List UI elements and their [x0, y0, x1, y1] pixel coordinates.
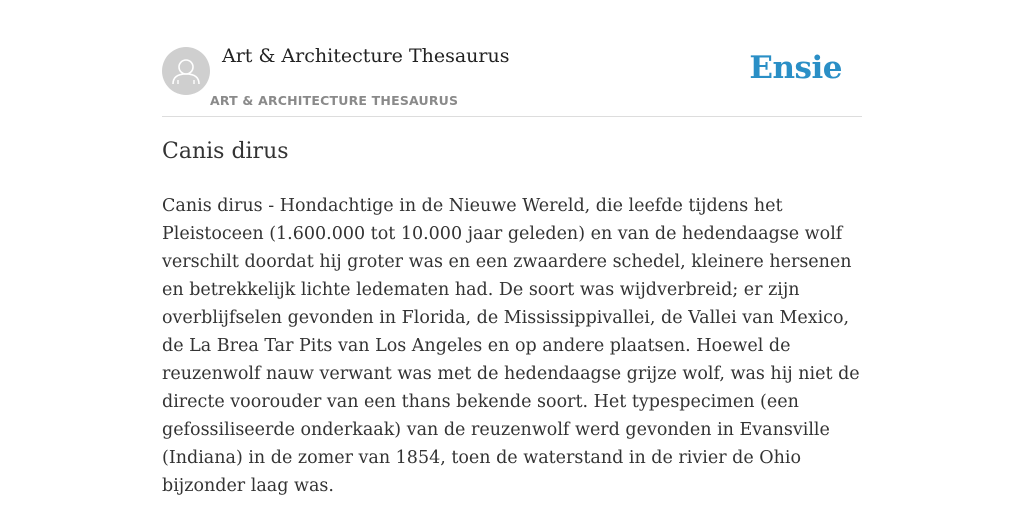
user-avatar-icon[interactable] [162, 47, 210, 95]
source-label[interactable]: ART & ARCHITECTURE THESAURUS [210, 93, 459, 108]
author-name[interactable]: Art & Architecture Thesaurus [222, 45, 510, 67]
entry-card [162, 0, 862, 512]
term-title: Canis dirus [162, 139, 289, 164]
entry-header [162, 0, 862, 117]
brand-logo[interactable]: Ensie [749, 50, 842, 86]
term-definition: Canis dirus - Hondachtige in de Nieuwe Wereld, die leefde tijdens het Pleistoceen (1.600.000 tot 10.000 jaar geleden) en van de hedendaagse wolf verschilt doordat hij groter was en een zwaardere schedel, kleinere hersenen en betrekkelijk lichte ledematen had. De soort was wijdverbreid; er zijn overblijfselen gevonden in Florida, de Mississippivallei, de Vallei van Mexico, de La Brea Tar Pits van Los Angeles en op andere plaatsen. Hoewel de reuzenwolf nauw verwant was met de hedendaagse grijze wolf, was hij niet de directe voorouder van een thans bekende soort. Het typespecimen (een gefossiliseerde onderkaak) van de reuzenwolf werd gevonden in Evansville (Indiana) in de zomer van 1854, toen de waterstand in de rivier de Ohio bijzonder laag was. [162, 196, 860, 496]
